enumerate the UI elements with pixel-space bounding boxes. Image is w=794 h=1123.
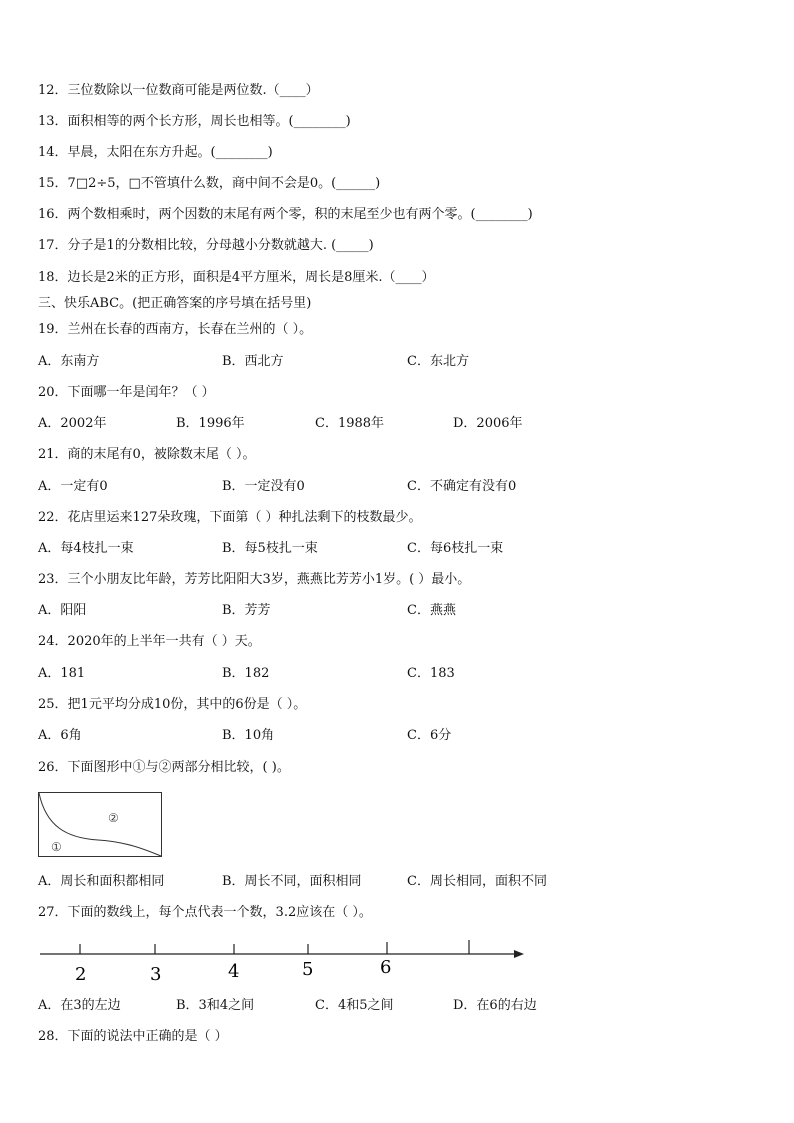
judge-item-18: 18．边长是2米的正方形，面积是4平方厘米，周长是8厘米.（____） — [38, 270, 435, 285]
question-25: 25．把1元平均分成10份，其中的6份是（ ）。 — [38, 697, 307, 712]
number-line-arrow — [514, 950, 524, 958]
q22-option-a: A．每4枝扎一束 — [38, 541, 134, 556]
judge-item-16: 16．两个数相乘时，两个因数的末尾有两个零，积的末尾至少也有两个零。(________) — [38, 207, 533, 222]
q24-option-b: B．182 — [222, 666, 270, 681]
q24-option-a: A．181 — [38, 666, 86, 681]
q27-option-c: C．4和5之间 — [315, 998, 394, 1013]
q20-option-b: B．1996年 — [176, 416, 245, 431]
question-22: 22．花店里运来127朵玫瑰，下面第（ ）种扎法剩下的枝数最少。 — [38, 510, 422, 525]
question-20: 20．下面哪一年是闰年？（ ） — [38, 385, 215, 400]
q21-option-b: B．一定没有0 — [222, 479, 305, 494]
question-28: 28．下面的说法中正确的是（ ） — [38, 1029, 228, 1044]
figure-26-label-1: ① — [51, 840, 62, 854]
q20-option-a: A．2002年 — [38, 416, 107, 431]
q23-option-b: B．芳芳 — [222, 603, 271, 618]
q20-option-d: D．2006年 — [453, 416, 523, 431]
q23-option-a: A．阳阳 — [38, 603, 87, 618]
q24-option-c: C．183 — [407, 666, 455, 681]
q25-option-b: B．10角 — [222, 728, 275, 743]
judge-item-14: 14．早晨，太阳在东方升起。(________) — [38, 145, 273, 160]
q26-option-a: A．周长和面积都相同 — [38, 874, 165, 889]
question-21: 21．商的末尾有0，被除数末尾（ ）。 — [38, 447, 256, 462]
judge-item-12: 12．三位数除以一位数商可能是两位数.（____） — [38, 83, 319, 98]
q19-option-a: A．东南方 — [38, 354, 100, 369]
q27-option-b: B．3和4之间 — [176, 998, 255, 1013]
judge-item-13: 13．面积相等的两个长方形，周长也相等。(________) — [38, 114, 351, 129]
q22-option-c: C．每6枝扎一束 — [407, 541, 504, 556]
q22-option-b: B．每5枝扎一束 — [222, 541, 318, 556]
question-23: 23．三个小朋友比年龄，芳芳比阳阳大3岁，燕燕比芳芳小1岁。( ）最小。 — [38, 572, 471, 587]
q23-option-c: C．燕燕 — [407, 603, 456, 618]
tick-label-6: 6 — [380, 957, 392, 978]
question-26: 26．下面图形中①与②两部分相比较，( )。 — [38, 760, 290, 775]
q26-option-c: C．周长相同，面积不同 — [407, 874, 547, 889]
q25-option-c: C．6分 — [407, 728, 452, 743]
section-3-title: 三、快乐ABC。(把正确答案的序号填在括号里) — [38, 296, 312, 311]
judge-item-17: 17．分子是1的分数相比较，分母越小分数就越大. (_____) — [38, 238, 374, 253]
q25-option-a: A．6角 — [38, 728, 82, 743]
q19-option-c: C．东北方 — [407, 354, 469, 369]
tick-label-5: 5 — [302, 959, 314, 980]
question-19: 19．兰州在长春的西南方，长春在兰州的（ ）。 — [38, 322, 313, 337]
q21-option-a: A．一定有0 — [38, 479, 108, 494]
question-24: 24．2020年的上半年一共有（ ）天。 — [38, 634, 261, 649]
q27-option-d: D．在6的右边 — [453, 998, 537, 1013]
q27-option-a: A．在3的左边 — [38, 998, 121, 1013]
question-27: 27．下面的数线上，每个点代表一个数，3.2应该在（ ）。 — [38, 905, 372, 920]
tick-label-2: 2 — [75, 964, 87, 985]
q20-option-c: C．1988年 — [315, 416, 385, 431]
judge-item-15: 15．7□2÷5，□不管填什么数，商中间不会是0。(______) — [38, 176, 381, 191]
number-line-27 — [38, 936, 528, 986]
q26-option-b: B．周长不同，面积相同 — [222, 874, 362, 889]
tick-label-4: 4 — [228, 961, 240, 982]
tick-label-3: 3 — [150, 964, 162, 985]
q21-option-c: C．不确定有没有0 — [407, 479, 517, 494]
figure-26-rectangle-split — [38, 792, 164, 859]
figure-26-label-2: ② — [108, 811, 119, 825]
q19-option-b: B．西北方 — [222, 354, 284, 369]
